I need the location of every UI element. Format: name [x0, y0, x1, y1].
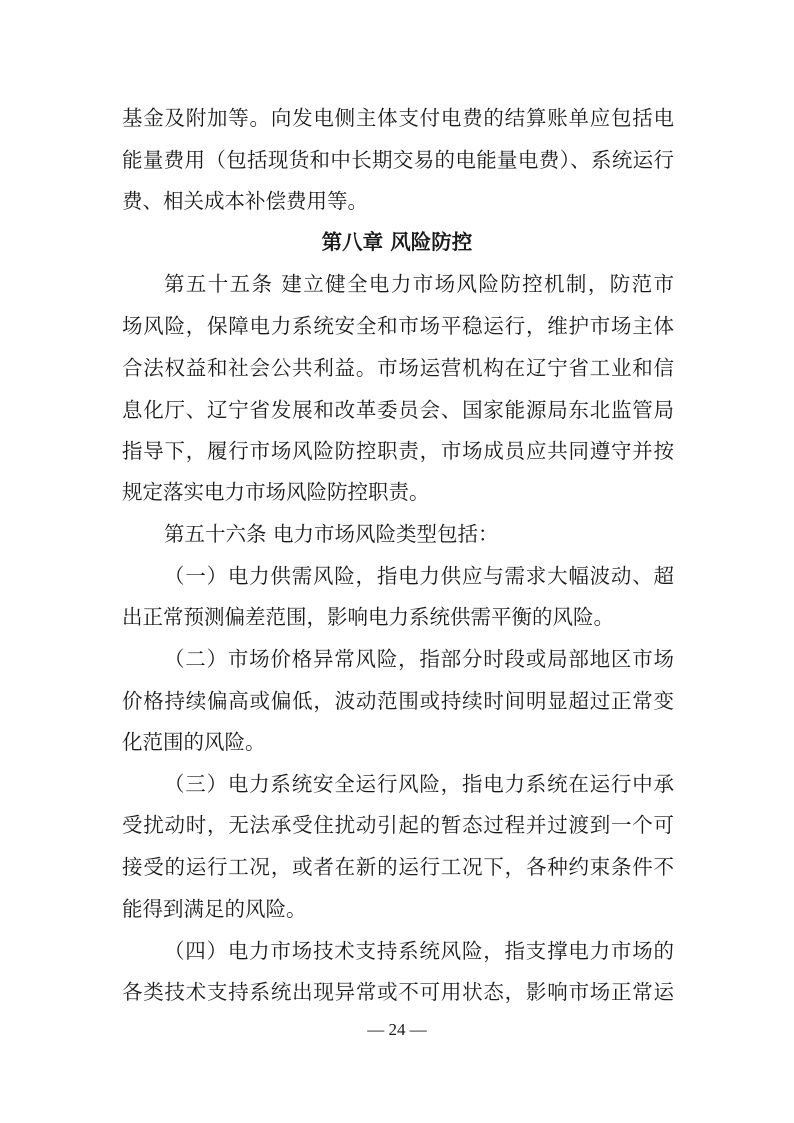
item-1-line: （一）电力供需风险，指电力供应与需求大幅波动、超 [164, 564, 674, 588]
article-55-line: 指导下，履行市场风险防控职责，市场成员应共同遵守并按 [122, 439, 674, 463]
article-55-line: 第五十五条 建立健全电力市场风险防控机制，防范市 [164, 272, 674, 296]
paragraph-line: 能量费用（包括现货和中长期交易的电能量电费）、系统运行 [122, 148, 674, 172]
item-4-line: （四）电力市场技术支持系统风险，指支撑电力市场的 [164, 939, 674, 963]
item-3-line: 受扰动时，无法承受住扰动引起的暂态过程并过渡到一个可 [122, 813, 674, 837]
article-55-line: 规定落实电力市场风险防控职责。 [122, 480, 430, 504]
item-3-line: （三）电力系统安全运行风险，指电力系统在运行中承 [164, 772, 674, 796]
paragraph-line: 基金及附加等。向发电侧主体支付电费的结算账单应包括电 [122, 106, 674, 130]
item-2-line: （二）市场价格异常风险，指部分时段或局部地区市场 [164, 647, 674, 671]
item-3-line: 接受的运行工况，或者在新的运行工况下，各种约束条件不 [122, 855, 674, 879]
page-number: — 24 — [367, 1020, 427, 1039]
item-2-line: 价格持续偏高或偏低，波动范围或持续时间明显超过正常变 [122, 689, 674, 713]
item-4-line: 各类技术支持系统出现异常或不可用状态，影响市场正常运 [122, 980, 674, 1004]
paragraph-line: 费、相关成本补偿费用等。 [122, 189, 368, 213]
item-2-line: 化范围的风险。 [122, 730, 266, 754]
item-3-line: 能得到满足的风险。 [122, 897, 307, 921]
article-55-line: 场风险，保障电力系统安全和市场平稳运行，维护市场主体 [122, 314, 674, 338]
article-56-line: 第五十六条 电力市场风险类型包括： [164, 522, 499, 546]
item-1-line: 出正常预测偏差范围，影响电力系统供需平衡的风险。 [122, 605, 614, 629]
chapter-heading: 第八章 风险防控 [321, 230, 473, 254]
article-55-line: 息化厅、辽宁省发展和改革委员会、国家能源局东北监管局 [122, 398, 674, 422]
article-55-line: 合法权益和社会公共利益。市场运营机构在辽宁省工业和信 [122, 356, 674, 380]
